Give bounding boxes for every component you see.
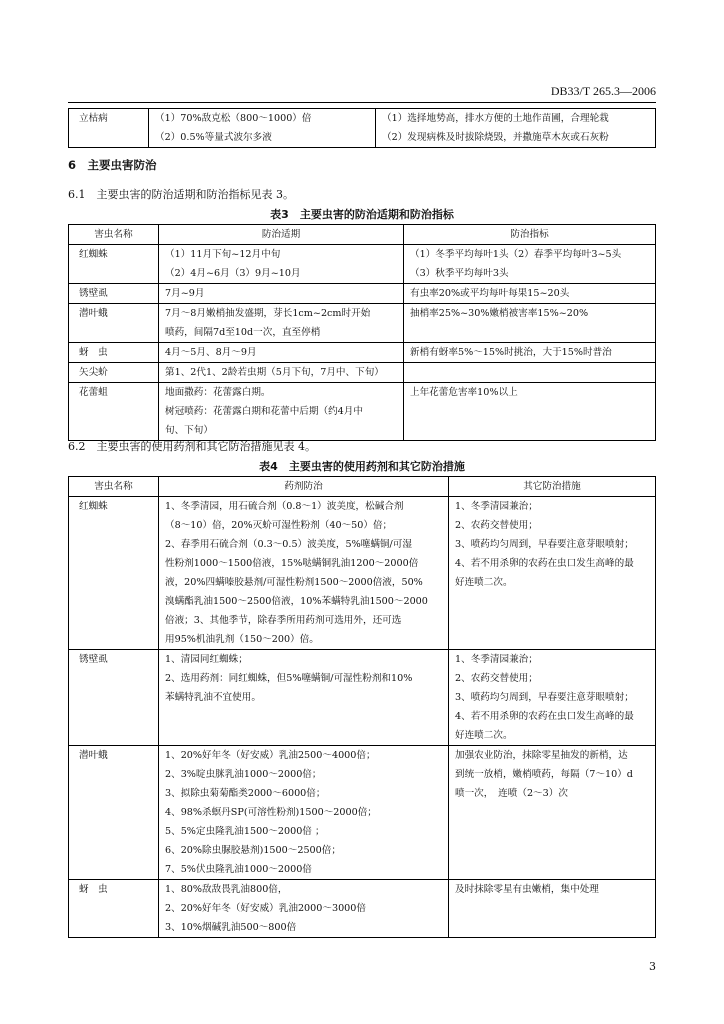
cell-line: 1、清园同红蜘蛛； bbox=[165, 654, 248, 665]
cell-line: 7月～8月嫩梢抽发盛期，芽长1cm~2cm时开始 bbox=[165, 308, 371, 319]
cell-line: 及时抹除零星有虫嫩梢，集中处理 bbox=[455, 884, 599, 895]
cell bbox=[404, 383, 656, 441]
cell bbox=[449, 746, 656, 880]
cell-line: 7月~9月 bbox=[165, 288, 205, 299]
section-6-2-text: 6.2 主要虫害的使用药剂和其它防治措施见表 4。 bbox=[68, 440, 316, 453]
pest-name-cell: 花蕾蛆 bbox=[69, 383, 159, 441]
cell-line: 6、20%除虫脲胶悬剂)1500～2500倍； bbox=[165, 845, 341, 856]
table-row bbox=[69, 284, 656, 304]
cell bbox=[149, 109, 376, 148]
column-header: 害虫名称 bbox=[69, 225, 159, 245]
cell-line: 2、3%啶虫脒乳油1000～2000倍； bbox=[165, 769, 322, 780]
column-header: 药剂防治 bbox=[159, 477, 449, 497]
cell-line: 喷药，间隔7d至10d一次，直至停梢 bbox=[165, 327, 321, 338]
cell bbox=[159, 497, 449, 650]
cell-line: 液，20%四螨嗪胶悬剂/可湿性粉剂1500～2000倍液，50% bbox=[165, 577, 423, 588]
pest-name-cell: 蚜 虫 bbox=[69, 880, 159, 938]
cell-line: 4月～5月、8月～9月 bbox=[165, 347, 257, 358]
continuation-table bbox=[68, 108, 656, 148]
column-header: 防治指标 bbox=[404, 225, 656, 245]
cell-line: 2、20%好年冬（好安威）乳油2000～3000倍 bbox=[165, 903, 366, 914]
cell-line: 有虫率20%或平均每叶每果15~20头 bbox=[410, 288, 570, 299]
cell-line: （1）选择地势高，排水方便的土地作苗圃，合理轮栽 bbox=[382, 113, 609, 124]
cell-line: 上年花蕾危害率10%以上 bbox=[410, 387, 518, 398]
cell-line: 5、5%定虫隆乳油1500～2000倍 ； bbox=[165, 826, 325, 837]
cell bbox=[449, 650, 656, 746]
cell-line: （1）冬季平均每叶1头（2）春季平均每叶3~5头 bbox=[410, 249, 622, 260]
table-3-caption: 表3 主要虫害的防治适期和防治指标 bbox=[270, 208, 454, 221]
cell bbox=[449, 880, 656, 938]
cell-line: 2、农药交替使用； bbox=[455, 520, 538, 531]
cell-line: 溴螨酯乳油1500～2500倍液，10%苯螨特乳油1500～2000 bbox=[165, 596, 428, 607]
cell bbox=[449, 497, 656, 650]
cell-line: 用95%机油乳剂（150～200）倍。 bbox=[165, 634, 319, 645]
cell bbox=[159, 880, 449, 938]
cell-line: （1）11月下旬~12月中旬 bbox=[165, 249, 281, 260]
pest-name-cell: 潜叶蛾 bbox=[69, 746, 159, 880]
page-number: 3 bbox=[649, 960, 656, 973]
cell-line: 好连喷二次。 bbox=[455, 577, 513, 588]
cell bbox=[159, 245, 404, 284]
pest-name-cell: 锈壁虱 bbox=[69, 284, 159, 304]
cell-line: （3）秋季平均每叶3头 bbox=[410, 268, 509, 279]
cell bbox=[159, 746, 449, 880]
cell-line: 4、98%杀螟丹SP(可溶性粉剂)1500～2000倍； bbox=[165, 807, 377, 818]
table-4-caption: 表4 主要虫害的使用药剂和其它防治措施 bbox=[259, 460, 465, 473]
cell bbox=[159, 343, 404, 363]
cell-line: 3、拟除虫菊菊酯类2000～6000倍； bbox=[165, 788, 326, 799]
pest-name-cell: 潜叶蛾 bbox=[69, 304, 159, 343]
cell-line: 2、农药交替使用； bbox=[455, 673, 538, 684]
table-row bbox=[69, 363, 656, 383]
cell-line: 苯螨特乳油不宜使用。 bbox=[165, 692, 261, 703]
cell-line: 3、10%烟碱乳油500～800倍 bbox=[165, 922, 297, 933]
cell bbox=[159, 304, 404, 343]
table-row bbox=[69, 650, 656, 746]
cell-line: 抽梢率25%~30%嫩梢被害率15%~20% bbox=[410, 308, 589, 319]
cell bbox=[159, 363, 404, 383]
cell-line: 4、若不用杀卵的农药在虫口发生高峰的最 bbox=[455, 558, 634, 569]
cell bbox=[404, 284, 656, 304]
header-rule bbox=[68, 102, 656, 103]
cell-line: 3、喷药均匀周到，早春要注意芽眼喷射； bbox=[455, 539, 634, 550]
cell-line: 7、5%伏虫隆乳油1000～2000倍 bbox=[165, 864, 312, 875]
cell-line: 1、冬季清园，用石硫合剂（0.8～1）波美度，松碱合剂 bbox=[165, 501, 404, 512]
table-row bbox=[69, 109, 656, 148]
section-6-1-text: 6.1 主要虫害的防治适期和防治指标见表 3。 bbox=[68, 188, 294, 201]
table-row bbox=[69, 497, 656, 650]
cell-line: 1、冬季清园兼治； bbox=[455, 654, 538, 665]
cell-line: （8～10）倍，20%灭蚧可湿性粉剂（40～50）倍； bbox=[165, 520, 393, 531]
table-row bbox=[69, 245, 656, 284]
pest-name-cell: 锈壁虱 bbox=[69, 650, 159, 746]
table-row bbox=[69, 383, 656, 441]
table-row bbox=[69, 746, 656, 880]
cell-line: 新梢有蚜率5%～15%时挑治，大于15%时普治 bbox=[410, 347, 612, 358]
table-row bbox=[69, 304, 656, 343]
column-header: 其它防治措施 bbox=[449, 477, 656, 497]
cell-line: 2、选用药剂：同红蜘蛛，但5%噻螨铜/可湿性粉剂和10% bbox=[165, 673, 413, 684]
cell-line: 1、20%好年冬（好安威）乳油2500～4000倍； bbox=[165, 750, 376, 761]
pest-name-cell: 蚜 虫 bbox=[69, 343, 159, 363]
cell-line: 旬、下旬） bbox=[165, 425, 213, 436]
cell bbox=[159, 383, 404, 441]
cell-line: 喷一次， 连喷（2～3）次 bbox=[455, 788, 568, 799]
cell-line: （2）0.5%等量式波尔多液 bbox=[155, 132, 272, 143]
cell-line: 1、冬季清园兼治； bbox=[455, 501, 538, 512]
column-header: 防治适期 bbox=[159, 225, 404, 245]
cell-line: 好连喷二次。 bbox=[455, 730, 513, 741]
pest-name-cell: 矢尖蚧 bbox=[69, 363, 159, 383]
standard-code: DB33/T 265.3—2006 bbox=[550, 84, 656, 98]
pest-name-cell: 红蜘蛛 bbox=[69, 497, 159, 650]
pest-name-cell: 红蜘蛛 bbox=[69, 245, 159, 284]
cell bbox=[404, 245, 656, 284]
section-6-heading: 6 主要虫害防治 bbox=[68, 158, 157, 172]
table-row bbox=[69, 343, 656, 363]
table-3 bbox=[68, 224, 656, 441]
cell-line: 倍液；3、其他季节，除春季所用药剂可选用外，还可选 bbox=[165, 615, 402, 626]
cell-line: 到统一放梢，嫩梢喷药，每隔（7～10）d bbox=[455, 769, 633, 780]
table-4 bbox=[68, 476, 656, 938]
table-row bbox=[69, 880, 656, 938]
cell bbox=[376, 109, 656, 148]
pest-name-cell: 立枯病 bbox=[69, 109, 149, 148]
cell-line: 第1、2代1、2龄若虫期（5月下旬，7月中、下旬） bbox=[165, 367, 384, 378]
cell-line: 加强农业防治，抹除零星抽发的新梢，达 bbox=[455, 750, 628, 761]
cell bbox=[159, 650, 449, 746]
cell bbox=[404, 304, 656, 343]
cell-line: （2）发现病株及时拔除烧毁，并撒施草木灰或石灰粉 bbox=[382, 132, 609, 143]
cell bbox=[404, 363, 656, 383]
cell-line: 2、春季用石硫合剂（0.3～0.5）波美度，5%噻螨铜/可湿 bbox=[165, 539, 412, 550]
cell-line: 地面撒药：花蕾露白期。 bbox=[165, 387, 271, 398]
column-header: 害虫名称 bbox=[69, 477, 159, 497]
cell-line: （2）4月~6月（3）9月~10月 bbox=[165, 268, 301, 279]
cell-line: 3、喷药均匀周到，早春要注意芽眼喷射； bbox=[455, 692, 634, 703]
cell-line: 性粉剂1000～1500倍液，15%哒螨铜乳油1200～2000倍 bbox=[165, 558, 419, 569]
cell bbox=[159, 284, 404, 304]
cell bbox=[404, 343, 656, 363]
cell-line: 树冠喷药：花蕾露白期和花蕾中后期（约4月中 bbox=[165, 406, 363, 417]
cell-line: （1）70%敌克松（800～1000）倍 bbox=[155, 113, 312, 124]
cell-line: 1、80%敌敌畏乳油800倍， bbox=[165, 884, 288, 895]
cell-line: 4、若不用杀卵的农药在虫口发生高峰的最 bbox=[455, 711, 634, 722]
